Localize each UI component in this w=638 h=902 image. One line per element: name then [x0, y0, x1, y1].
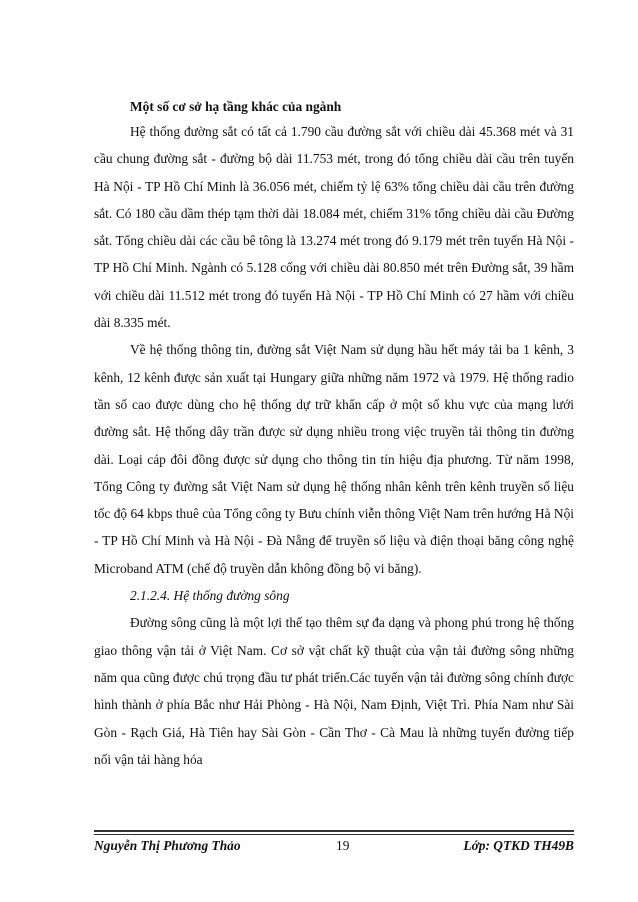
footer-divider	[94, 830, 574, 832]
paragraph-bridges: Hệ thống đường sắt có tất cả 1.790 cầu đường sắt với chiều dài 45.368 mét và 31 cầu chung đường sắt - đường bộ dài 11.753 mét, trong đó tổng chiều dài cầu trên tuyến Hà Nội - TP Hồ Chí Minh là 36.056 mét, chiếm tỷ lệ 63% tổng chiều dài cầu trên đường sắt. Có 180 cầu dầm thép tạm thời dài 18.084 mét, chiếm 31% tổng chiều dài cầu Đường sắt. Tổng chiều dài các cầu bê tông là 13.274 mét trong đó 9.179 mét trên tuyến Hà Nội - TP Hồ Chí Minh. Ngành có 5.128 cống với chiều dài 80.850 mét trên Đường sắt, 39 hầm với chiều dài 11.512 mét trong đó tuyến Hà Nội - TP Hồ Chí Minh có 27 hầm với chiều dài 8.335 mét.	[94, 124, 574, 331]
page-content	[94, 96, 574, 773]
footer-author: Nguyễn Thị Phương Thảo	[94, 838, 241, 853]
page-footer	[94, 838, 574, 858]
footer-class-label: Lớp: QTKD TH49B	[463, 838, 574, 853]
paragraph-waterways: Đường sông cũng là một lợi thế tạo thêm sự đa dạng và phong phú trong hệ thống giao thông vận tải ở Việt Nam. Cơ sở vật chất kỹ thuật của vận tải đường sông những năm qua cũng được chú trọng đầu tư phát triển.Các tuyến vận tải đường sông chính được hình thành ở phía Bắc như Hải Phòng - Hà Nội, Nam Định, Việt Trì. Phía Nam như Sài Gòn - Rạch Giá, Hà Tiên hay Sài Gòn - Cần Thơ - Cà Mau là những tuyến đường tiếp nối vận tải hàng hóa	[94, 615, 574, 767]
footer-divider-thin	[94, 834, 574, 835]
section-heading: Một số cơ sở hạ tầng khác của ngành	[130, 99, 342, 114]
subsection-heading: 2.1.2.4. Hệ thống đường sông	[130, 588, 290, 604]
page-number: 19	[336, 838, 350, 853]
paragraph-communications: Về hệ thống thông tin, đường sắt Việt Nam sử dụng hầu hết máy tải ba 1 kênh, 3 kênh, 12 kênh được sản xuất tại Hungary giữa những năm 1972 và 1979. Hệ thống radio tần số cao được dùng cho hệ thống dự trữ khẩn cấp ở một số khu vực của mạng lưới đường sắt. Hệ thống dây trần được sử dụng nhiều trong việc truyền tải thông tin đường dài. Loại cáp đôi đồng được sử dụng cho thông tin tín hiệu địa phương. Từ năm 1998, Tổng Công ty đường sắt Việt Nam sử dụng hệ thống nhân kênh trên kênh truyền số liệu tốc độ 64 kbps thuê của Tổng công ty Bưu chính viễn thông Việt Nam trên hướng Hà Nội - TP Hồ Chí Minh và Hà Nội - Đà Nẵng để truyền số liệu và điện thoại băng công nghệ Microband ATM (chế độ truyền dẫn không đồng bộ vi băng).	[94, 342, 574, 576]
